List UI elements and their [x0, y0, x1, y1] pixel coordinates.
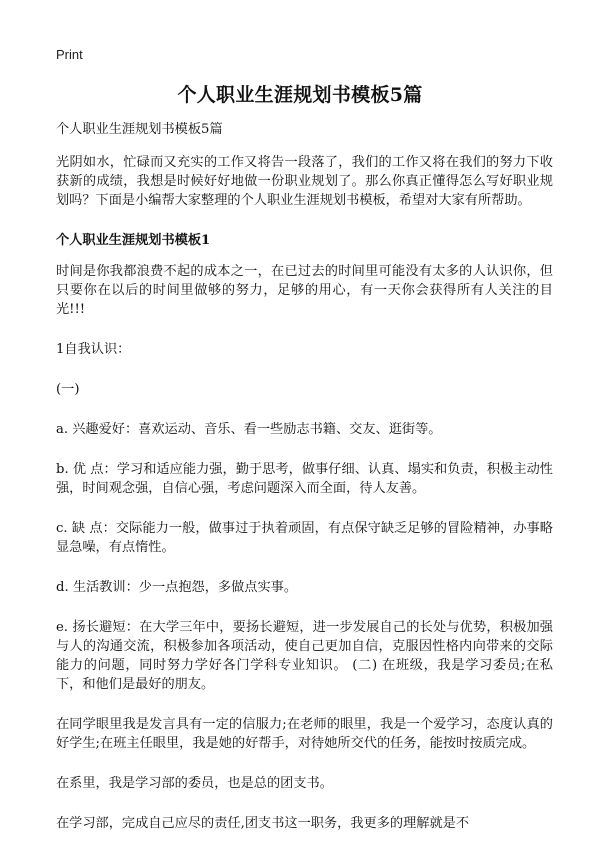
- paragraph: 时间是你我都浪费不起的成本之一，在已过去的时间里可能没有太多的人认识你，但只要你在以后的时间里做够的努力，足够的用心，有一天你会获得所有人关注的目光!!!: [56, 264, 553, 317]
- item-c: c. 缺 点：交际能力一般，做事过于执着顽固，有点保守缺乏足够的冒险精神，办事略显急噪，有点惰性。: [56, 521, 553, 555]
- document-body: [56, 120, 553, 854]
- paragraph-peers: 在同学眼里我是发言具有一定的信服力;在老师的眼里，我是一个爱学习，态度认真的好学生;在班主任眼里，我是她的好帮手，对待她所交代的任务，能按时按质完成。: [56, 717, 553, 751]
- print-link[interactable]: Print: [56, 47, 83, 62]
- intro-paragraph: 光阴如水，忙碌而又充实的工作又将告一段落了，我们的工作又将在我们的努力下收获新的成绩，我想是时候好好地做一份职业规划了。那么你真正懂得怎么写好职业规划吗？下面是小编帮大家整理的个人职业生涯规划书模板，希望对大家有所帮助。: [56, 155, 553, 208]
- paragraph-dept: 在系里，我是学习部的委员，也是总的团支书。: [56, 776, 333, 791]
- item-e: e. 扬长避短：在大学三年中，要扬长避短，进一步发展自己的长处与优势，积极加强与人的沟通交流，积极参加各项活动，使自己更加自信，克服因性格内向带来的交际能力的问题，同时努力学好各门学科专业知识。 (二) 在班级，我是学习委员;在私下，和他们是最好的朋友。: [56, 620, 553, 692]
- part-one-label: (一): [56, 382, 80, 397]
- paragraph-study: 在学习部，完成自己应尽的责任,团支书这一职务，我更多的理解就是不: [56, 816, 470, 831]
- section-heading: 个人职业生涯规划书模板1: [56, 233, 211, 248]
- self-knowledge-label: 1自我认识：: [56, 342, 131, 357]
- document-subtitle: 个人职业生涯规划书模板5篇: [56, 122, 223, 137]
- item-d: d. 生活教训：少一点抱怨，多做点实事。: [56, 580, 298, 595]
- item-b: b. 优 点：学习和适应能力强，勤于思考，做事仔细、认真、塌实和负责，积极主动性强，时间观念强，自信心强，考虑问题深入而全面，待人友善。: [56, 462, 553, 496]
- item-a: a. 兴趣爱好：喜欢运动、音乐、看一些励志书籍、交友、逛街等。: [56, 422, 442, 437]
- page-title: 个人职业生涯规划书模板5篇: [177, 84, 423, 106]
